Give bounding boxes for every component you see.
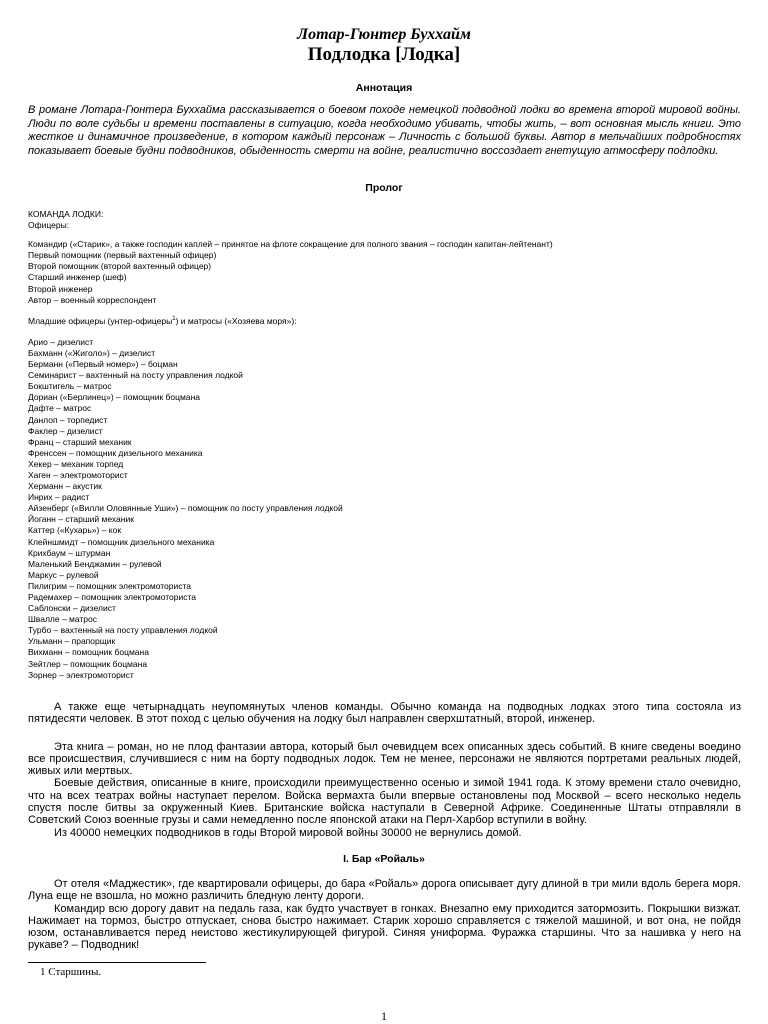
crew-member-item: Френссен – помощник дизельного механика — [28, 447, 203, 458]
spacer — [28, 231, 748, 239]
crew-member-item: Турбо – вахтенный на посту управления лодкой — [28, 625, 218, 636]
annotation-heading: Аннотация — [355, 82, 413, 94]
officers-title: Офицеры: — [28, 220, 70, 231]
footnote-mark[interactable]: 1 — [172, 315, 176, 322]
juniors-list — [28, 337, 748, 681]
crew-member-item: Зейтлер – помощник боцмана — [28, 658, 148, 669]
officer-item: Второй помощник (второй вахтенный офицер) — [28, 261, 212, 272]
crew-member-item: Бокштигель – матрос — [28, 381, 112, 392]
crew-member-item: Семинарист – вахтенный на посту управления лодкой — [28, 370, 243, 381]
crew-member-item: Дафте – матрос — [28, 403, 92, 414]
crew-member-item: Швалле – матрос — [28, 614, 98, 625]
spacer — [28, 327, 748, 337]
officer-item: Командир («Старик», а также господин каплей – принятое на флоте сокращение для полного звания – господин капитан-лейтенант) — [28, 239, 553, 250]
prologue-heading: Пролог — [365, 182, 403, 194]
juniors-title-after: ) и матросы («Хозяева моря»): — [175, 315, 297, 326]
crew-member-item: Хаген – электромоторист — [28, 469, 128, 480]
spacer — [28, 306, 748, 316]
crew-member-item: Берманн («Первый номер») – боцман — [28, 359, 178, 370]
crew-member-item: Херманн – акустик — [28, 481, 102, 492]
officer-item: Первый помощник (первый вахтенный офицер) — [28, 250, 217, 261]
prologue-paragraph: Боевые действия, описанные в книге, происходили преимущественно осенью и зимой 1941 года. К этому времени стало очевидно, что на всех театрах войны наступает перелом. Войска вермахта были впервые остановлены под Москвой – всего несколько недель спустя после битвы за окруженный Киев. Британские войска наступали в Северной Африке. Соединенные Штаты отправляли в Советский Союз военные грузы и сами немедленно после японской атаки на Перл-Харбор вступили в войну. — [28, 777, 741, 827]
officer-item: Старший инженер (шеф) — [28, 272, 127, 283]
prologue-paragraph: Из 40000 немецких подводников в годы Второй мировой войны 30000 не вернулись домой. — [54, 826, 522, 839]
crew-member-item: Ульманн – прапорщик — [28, 636, 116, 647]
crew-member-item: Франц – старший механик — [28, 436, 132, 447]
crew-member-item: Крихбаум – штурман — [28, 547, 111, 558]
crew-member-item: Данлоп – торпедист — [28, 414, 108, 425]
chapter-paragraph: Командир всю дорогу давит на педаль газа, как будто участвует в гонках. Внезапно ему приходится затормозить. Покрышки визжат. Нажимает на тормоз, быстро отпускает, снова быстро нажимает. Старик хорошо справляется с тяжелой машиной, и вот она, не пойдя юзом, останавливается перед неистово жестикулирующей фигурой. Синяя униформа. Фуражка старшины. Что за нашивка у него на рукаве? – Подводник! — [28, 902, 741, 952]
footnote-text: 1 Старшины. — [40, 966, 102, 978]
prologue-paragraph: А также еще четырнадцать неупомянутых членов команды. Обычно команда на подводных лодках этого типа состояла из пятидесяти человек. В этот поход с целью обучения на лодку был направлен сверхштатный, второй, инженер. — [28, 701, 741, 726]
crew-member-item: Каттер («Кухарь») – кок — [28, 525, 122, 536]
crew-member-item: Факлер – дизелист — [28, 425, 103, 436]
book-author: Лотар-Гюнтер Буххайм — [297, 26, 471, 43]
spacer — [28, 726, 741, 741]
crew-member-item: Йоганн – старший механик — [28, 514, 134, 525]
crew-title: КОМАНДА ЛОДКИ: — [28, 209, 104, 219]
officers-list — [28, 239, 748, 306]
annotation-text: В романе Лотара-Гюнтера Буххайма рассказывается о боевом походе немецкой подводной лодки во времена второй мировой войны. Люди по воле судьбы и времени поставлены в ситуацию, когда необходимо убивать, чтобы жить, – вот основная мысль книги. Это жесткое и динамичное произведение, в котором каждый персонаж – Личность с большой буквы. Автор в мельчайших подробностях показывает боевые будни подводников, обыденность смерти на войне, реалистично воссоздает гнетущую атмосферу подлодки. — [28, 104, 741, 157]
crew-member-item: Вихманн – помощник боцмана — [28, 647, 149, 658]
crew-member-item: Бахманн («Жиголо») – дизелист — [28, 347, 156, 358]
crew-member-item: Зорнер – электромоторист — [28, 669, 134, 680]
crew-member-item: Инрих – радист — [28, 492, 90, 503]
officer-item: Автор – военный корреспондент — [28, 294, 157, 305]
crew-member-item: Саблонски – дизелист — [28, 603, 116, 614]
crew-member-item: Клейншмидт – помощник дизельного механика — [28, 536, 215, 547]
footnote-divider — [28, 962, 206, 963]
crew-roster — [28, 209, 748, 681]
crew-member-item: Хекер – механик торпед — [28, 458, 124, 469]
page-number: 1 — [381, 1009, 387, 1023]
prologue-paragraph: Эта книга – роман, но не плод фантазии автора, который был очевидцем всех описанных здесь событий. В книге сведены воедино все происшествия, случившиеся с ним на борту подводных лодок. Тем не менее, персонажи не являются портретами реальных людей, живых или мертвых. — [28, 740, 741, 778]
book-title: Подлодка [Лодка] — [307, 44, 461, 65]
crew-member-item: Арио – дизелист — [28, 336, 94, 347]
crew-member-item: Маркус – рулевой — [28, 569, 99, 580]
crew-member-item: Дориан («Берлинец») – помощник боцмана — [28, 392, 201, 403]
juniors-title — [28, 316, 748, 327]
officer-item: Второй инженер — [28, 283, 93, 294]
prologue-body — [28, 701, 741, 839]
crew-member-item: Пилигрим – помощник электромоториста — [28, 580, 192, 591]
chapter-body — [28, 878, 741, 952]
crew-member-item: Радемахер – помощник электромоториста — [28, 592, 197, 602]
chapter-heading: I. Бар «Ройаль» — [343, 853, 425, 865]
crew-member-item: Айзенберг («Вилли Оловянные Уши») – помощник по посту управления лодкой — [28, 503, 343, 514]
crew-member-item: Маленький Бенджамин – рулевой — [28, 558, 162, 569]
juniors-title-before: Младшие офицеры (унтер-офицеры — [28, 315, 173, 326]
chapter-paragraph: От отеля «Маджестик», где квартировали офицеры, до бара «Ройаль» дорога описывает дугу длиной в три мили вдоль берега моря. Луна еще не взошла, но можно различить бледную ленту дороги. — [28, 878, 741, 903]
